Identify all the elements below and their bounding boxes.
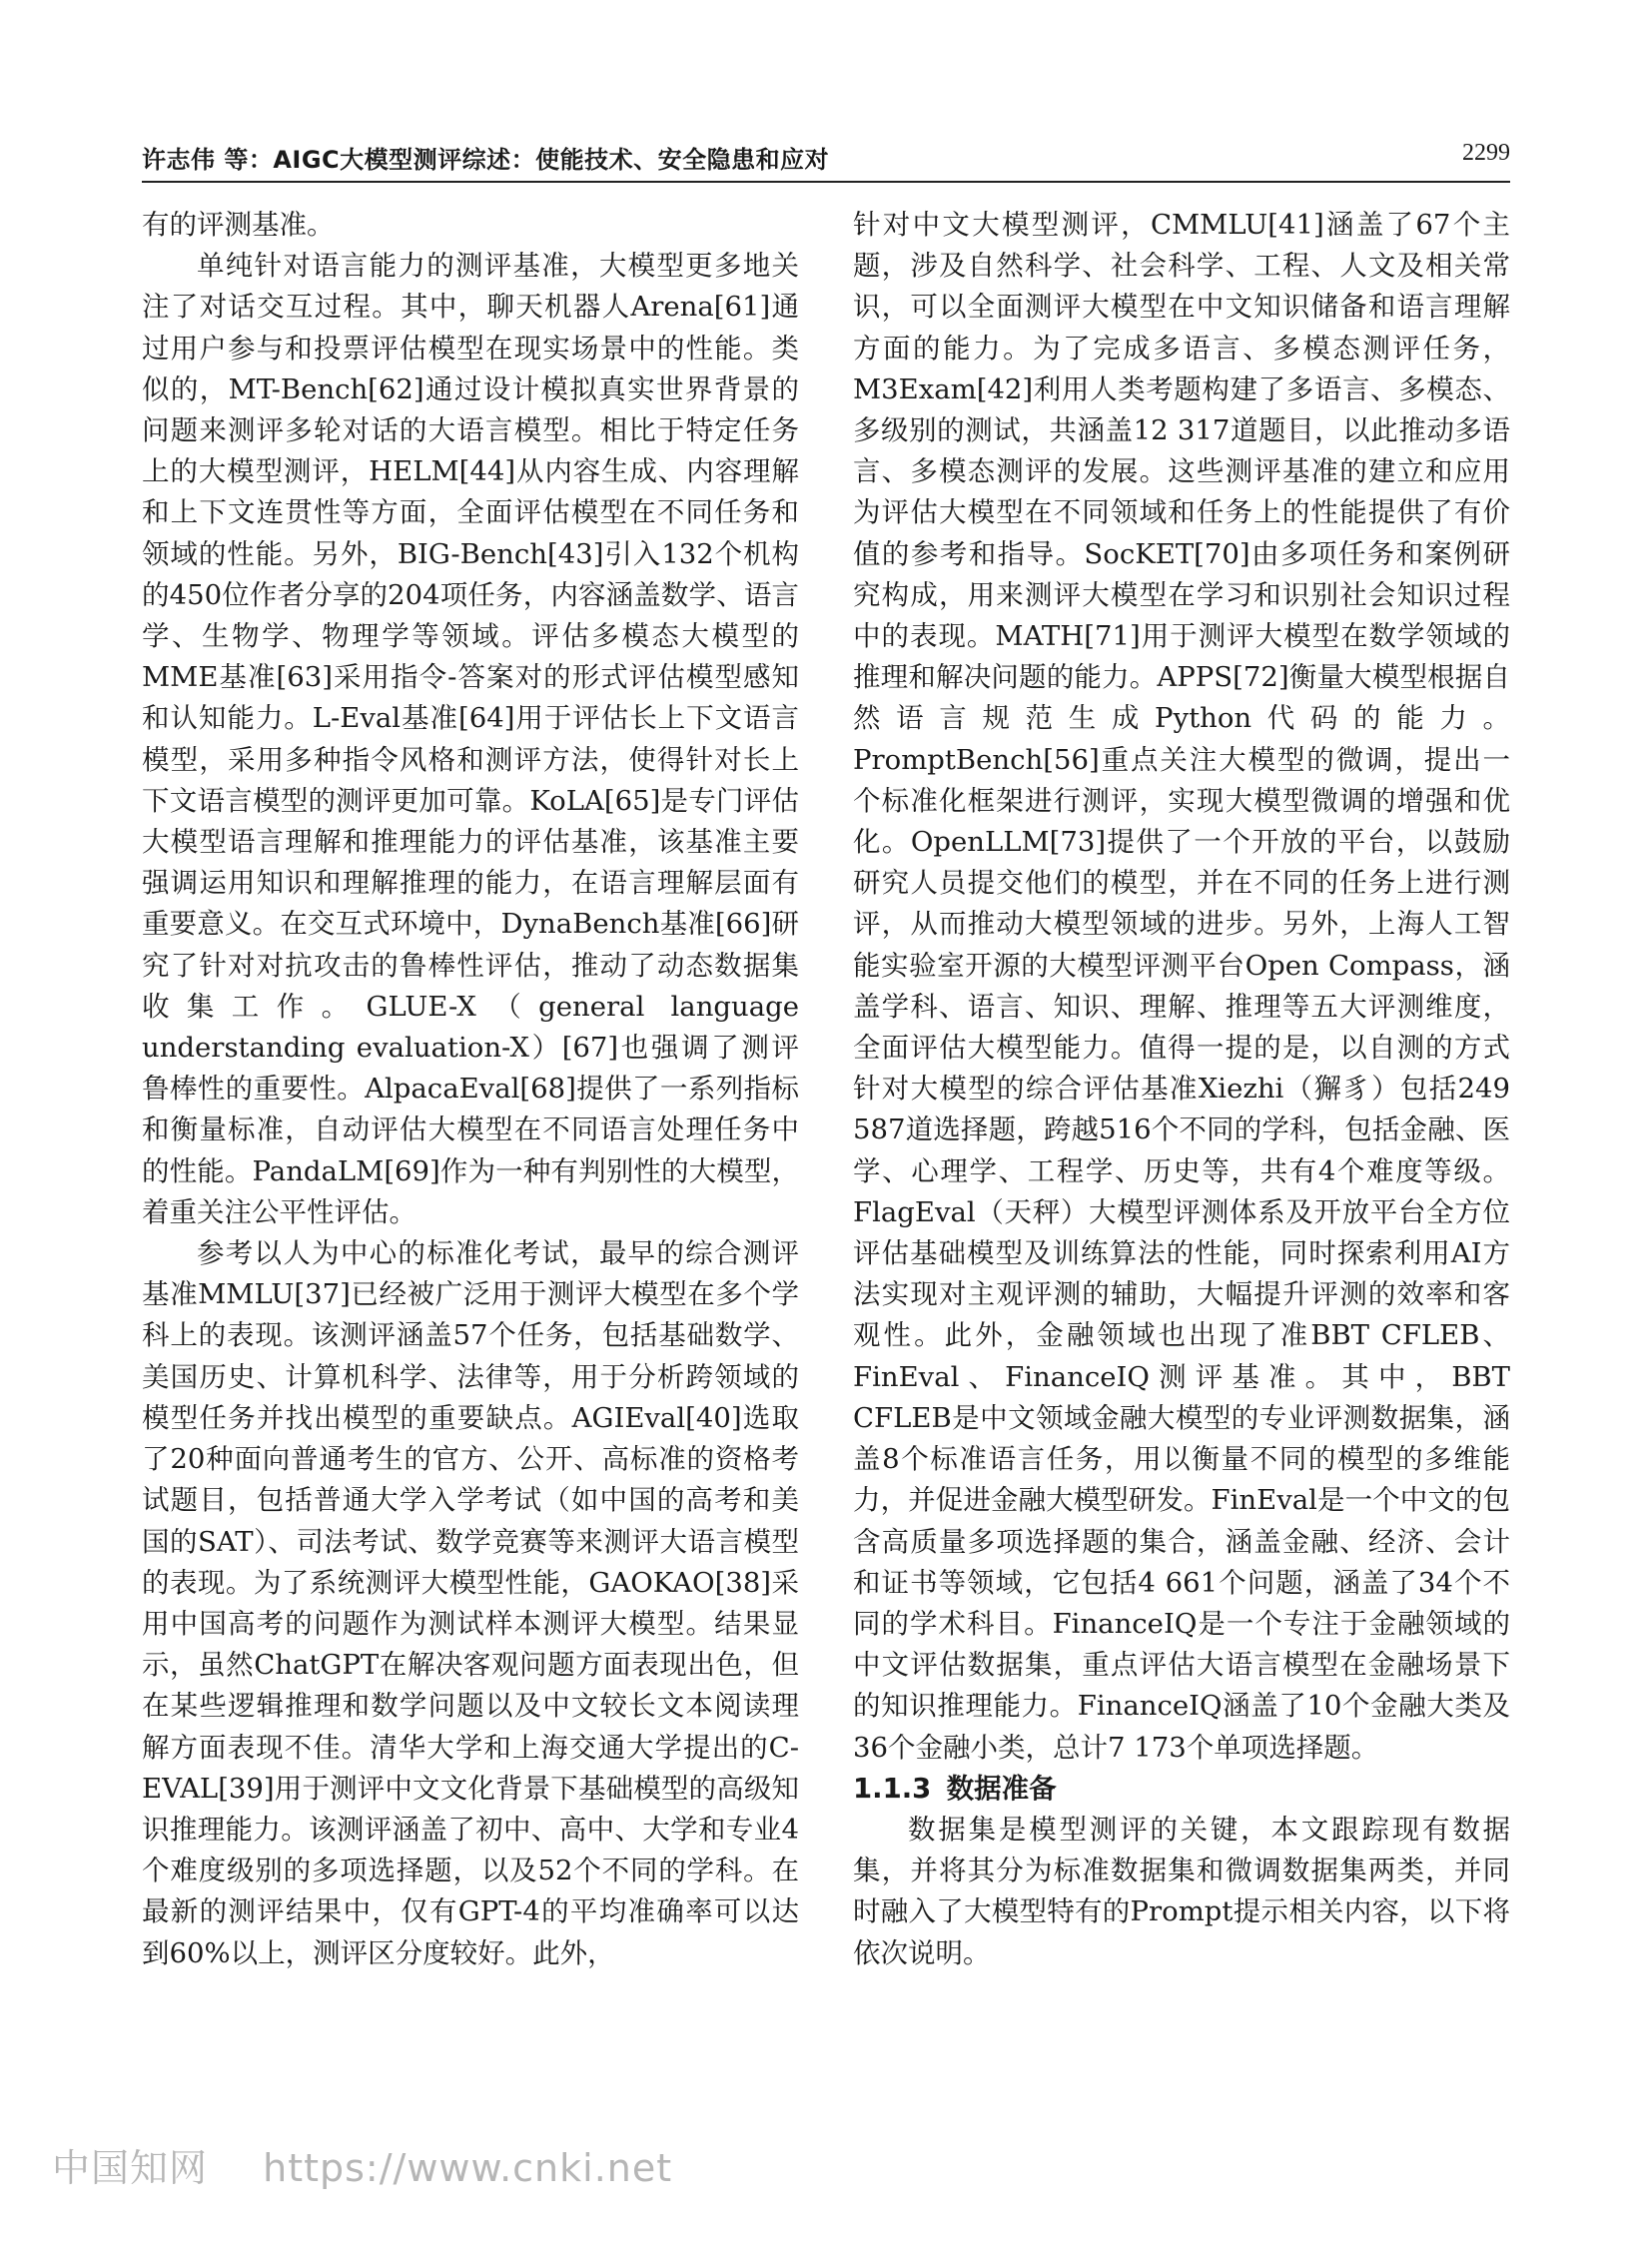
right-column [853,205,1510,1974]
paragraph: 单纯针对语言能力的测评基准，大模型更多地关注了对话交互过程。其中，聊天机器人Arena[61]通过用户参与和投票评估模型在现实场景中的性能。类似的，MT-Bench[62]通过设计模拟真实世界背景的问题来测评多轮对话的大语言模型。相比于特定任务上的大模型测评，HELM[44]从内容生成、内容理解和上下文连贯性等方面，全面评估模型在不同任务和领域的性能。另外，BIG-Bench[43]引入132个机构的450位作者分享的204项任务，内容涵盖数学、语言学、生物学、物理学等领域。评估多模态大模型的MME基准[63]采用指令-答案对的形式评估模型感知和认知能力。L-Eval基准[64]用于评估长上下文语言模型，采用多种指令风格和测评方法，使得针对长上下文语言模型的测评更加可靠。KoLA[65]是专门评估大模型语言理解和推理能力的评估基准，该基准主要强调运用知识和理解推理的能力，在语言理解层面有重要意义。在交互式环境中，DynaBench基准[66]研究了针对对抗攻击的鲁棒性评估，推动了动态数据集收集工作。GLUE-X（general language understanding evaluation-X）[67]也强调了测评鲁棒性的重要性。AlpacaEval[68]提供了一系列指标和衡量标准，自动评估大模型在不同语言处理任务中的性能。PandaLM[69]作为一种有判别性的大模型，着重关注公平性评估。 [142,250,799,1228]
running-title: 许志伟 等：AIGC大模型测评综述：使能技术、安全隐患和应对 [142,146,830,174]
paragraph: 针对中文大模型测评，CMMLU[41]涵盖了67个主题，涉及自然科学、社会科学、工程、人文及相关常识，可以全面测评大模型在中文知识储备和语言理解方面的能力。为了完成多语言、多模态测评任务，M3Exam[42]利用人类考题构建了多语言、多模态、多级别的测试，共涵盖12 317道题目，以此推动多语言、多模态测评的发展。这些测评基准的建立和应用为评估大模型在不同领域和任务上的性能提供了有价值的参考和指导。SocKET[70]由多项任务和案例研究构成，用来测评大模型在学习和识别社会知识过程中的表现。MATH[71]用于测评大模型在数学领域的推理和解决问题的能力。APPS[72]衡量大模型根据自然语言规范生成Python代码的能力。PromptBench[56]重点关注大模型的微调，提出一个标准化框架进行测评，实现大模型微调的增强和优化。OpenLLM[73]提供了一个开放的平台，以鼓励研究人员提交他们的模型，并在不同的任务上进行测评，从而推动大模型领域的进步。另外，上海人工智能实验室开源的大模型评测平台Open Compass，涵盖学科、语言、知识、理解、推理等五大评测维度，全面评估大模型能力。值得一提的是，以自测的方式针对大模型的综合评估基准Xiezhi（獬豸）包括249 587道选择题，跨越516个不同的学科，包括金融、医学、心理学、工程学、历史等，共有4个难度等级。FlagEval（天秤）大模型评测体系及开放平台全方位评估基础模型及训练算法的性能，同时探索利用AI方法实现对主观评测的辅助，大幅提升评测的效率和客观性。此外，金融领域也出现了准BBT CFLEB、FinEval、FinanceIQ测评基准。其中，BBT CFLEB是中文领域金融大模型的专业评测数据集，涵盖8个标准语言任务，用以衡量不同的模型的多维能力，并促进金融大模型研发。FinEval是一个中文的包含高质量多项选择题的集合，涵盖金融、经济、会计和证书等领域，它包括4 661个问题，涵盖了34个不同的学术科目。FinanceIQ是一个专注于金融领域的中文评估数据集，重点评估大语言模型在金融场景下的知识推理能力。FinanceIQ涵盖了10个金融大类及36个金融小类，总计7 173个单项选择题。 [853,209,1510,1764]
paragraph: 有的评测基准。 [142,209,335,241]
section-heading [853,1769,1510,1810]
watermark-brand: 中国知网 [52,2146,209,2190]
running-header [142,136,1510,176]
left-column [142,205,799,1974]
page-number: 2299 [1462,140,1510,166]
paragraph: 参考以人为中心的标准化考试，最早的综合测评基准MMLU[37]已经被广泛用于测评大模型在多个学科上的表现。该测评涵盖57个任务，包括基础数学、美国历史、计算机科学、法律等，用于分析跨领域的模型任务并找出模型的重要缺点。AGIEval[40]选取了20种面向普通考生的官方、公开、高标准的资格考试题目，包括普通大学入学考试（如中国的高考和美国的SAT）、司法考试、数学竞赛等来测评大语言模型的表现。为了系统测评大模型性能，GAOKAO[38]采用中国高考的问题作为测试样本测评大模型。结果显示，虽然ChatGPT在解决客观问题方面表现出色，但在某些逻辑推理和数学问题以及中文较长文本阅读理解方面表现不佳。清华大学和上海交通大学提出的C-EVAL[39]用于测评中文文化背景下基础模型的高级知识推理能力。该测评涵盖了初中、高中、大学和专业4个难度级别的多项选择题，以及52个不同的学科。在最新的测评结果中，仅有GPT-4的平均准确率可以达到60%以上，测评区分度较好。此外， [142,1237,799,1969]
watermark-url: https://www.cnki.net [263,2146,673,2190]
section-title: 数据准备 [946,1772,1057,1805]
header-rule [142,181,1510,183]
watermark [52,2137,672,2192]
paragraph: 数据集是模型测评的关键，本文跟踪现有数据集，并将其分为标准数据集和微调数据集两类，并同时融入了大模型特有的Prompt提示相关内容，以下将依次说明。 [853,1813,1510,1969]
section-number: 1.1.3 [853,1772,932,1805]
